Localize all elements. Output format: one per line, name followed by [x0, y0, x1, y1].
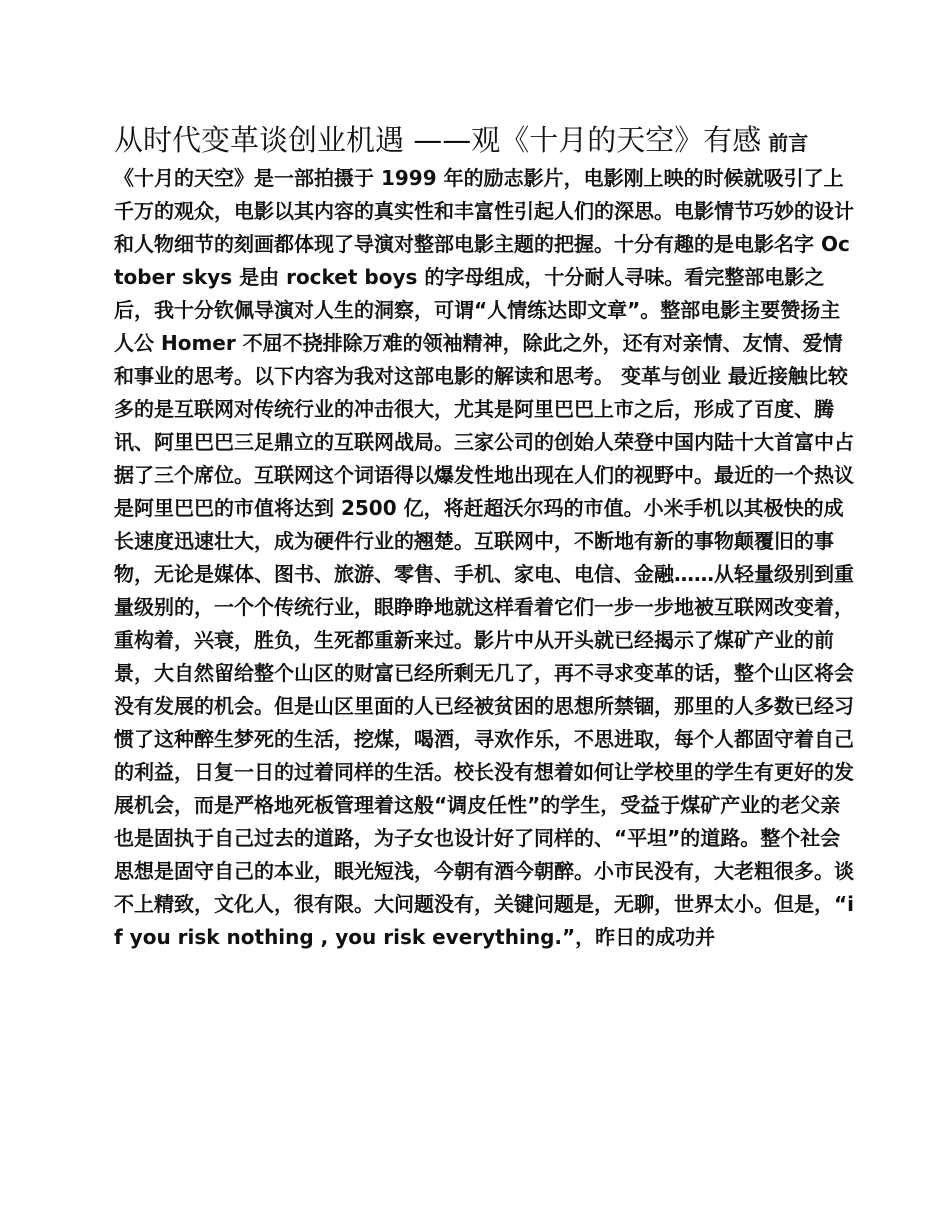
document-title: 从时代变革谈创业机遇 ——观《十月的天空》有感	[114, 123, 762, 157]
document-body: 前言 《十月的天空》是一部拍摄于 1999 年的励志影片，电影刚上映的时候就吸引了上千万的观众，电影以其内容的真实性和丰富性引起人们的深思。电影情节巧妙的设计和人物细节的刻画都体现了导演对整部电影主题的把握。十分有趣的是电影名字 October skys 是由 rocket boys 的字母组成，十分耐人寻味。看完整部电影之后，我十分钦佩导演对人生的洞察，可谓“人情练达即文章”。整部电影主要赞扬主人公 Homer 不屈不挠排除万难的领袖精神，除此之外，还有对亲情、友情、爱情和事业的思考。以下内容为我对这部电影的解读和思考。 变革与创业 最近接触比较多的是互联网对传统行业的冲击很大，尤其是阿里巴巴上市之后，形成了百度、腾讯、阿里巴巴三足鼎立的互联网战局。三家公司的创始人荣登中国内陆十大首富中占据了三个席位。互联网这个词语得以爆发性地出现在人们的视野中。最近的一个热议是阿里巴巴的市值将达到 2500 亿，将赶超沃尔玛的市值。小米手机以其极快的成长速度迅速壮大，成为硬件行业的翘楚。互联网中，不断地有新的事物颠覆旧的事物，无论是媒体、图书、旅游、零售、手机、家电、电信、金融……从轻量级别到重量级别的，一个个传统行业，眼睁睁地就这样看着它们一步一步地被互联网改变着，重构着，兴衰，胜负，生死都重新来过。影片中从开头就已经揭示了煤矿产业的前景，大自然留给整个山区的财富已经所剩无几了，再不寻求变革的话，整个山区将会没有发展的机会。但是山区里面的人已经被贫困的思想所禁锢，那里的人多数已经习惯了这种醉生梦死的生活，挖煤，喝酒，寻欢作乐，不思进取，每个人都固守着自己的利益，日复一日的过着同样的生活。校长没有想着如何让学校里的学生有更好的发展机会，而是严格地死板管理着这般“调皮任性”的学生，受益于煤矿产业的老父亲也是固执于自己过去的道路，为子女也设计好了同样的、“平坦”的道路。整个社会思想是固守自己的本业，眼光短浅，今朝有酒今朝醉。小市民没有，大老粗很多。谈不上精致，文化人，很有限。大问题没有，关键问题是，无聊，世界太小。但是，“if you risk nothing , you risk everything.”，昨日的成功并	[114, 131, 854, 949]
document-text	[114, 118, 854, 954]
document-page	[114, 118, 854, 954]
